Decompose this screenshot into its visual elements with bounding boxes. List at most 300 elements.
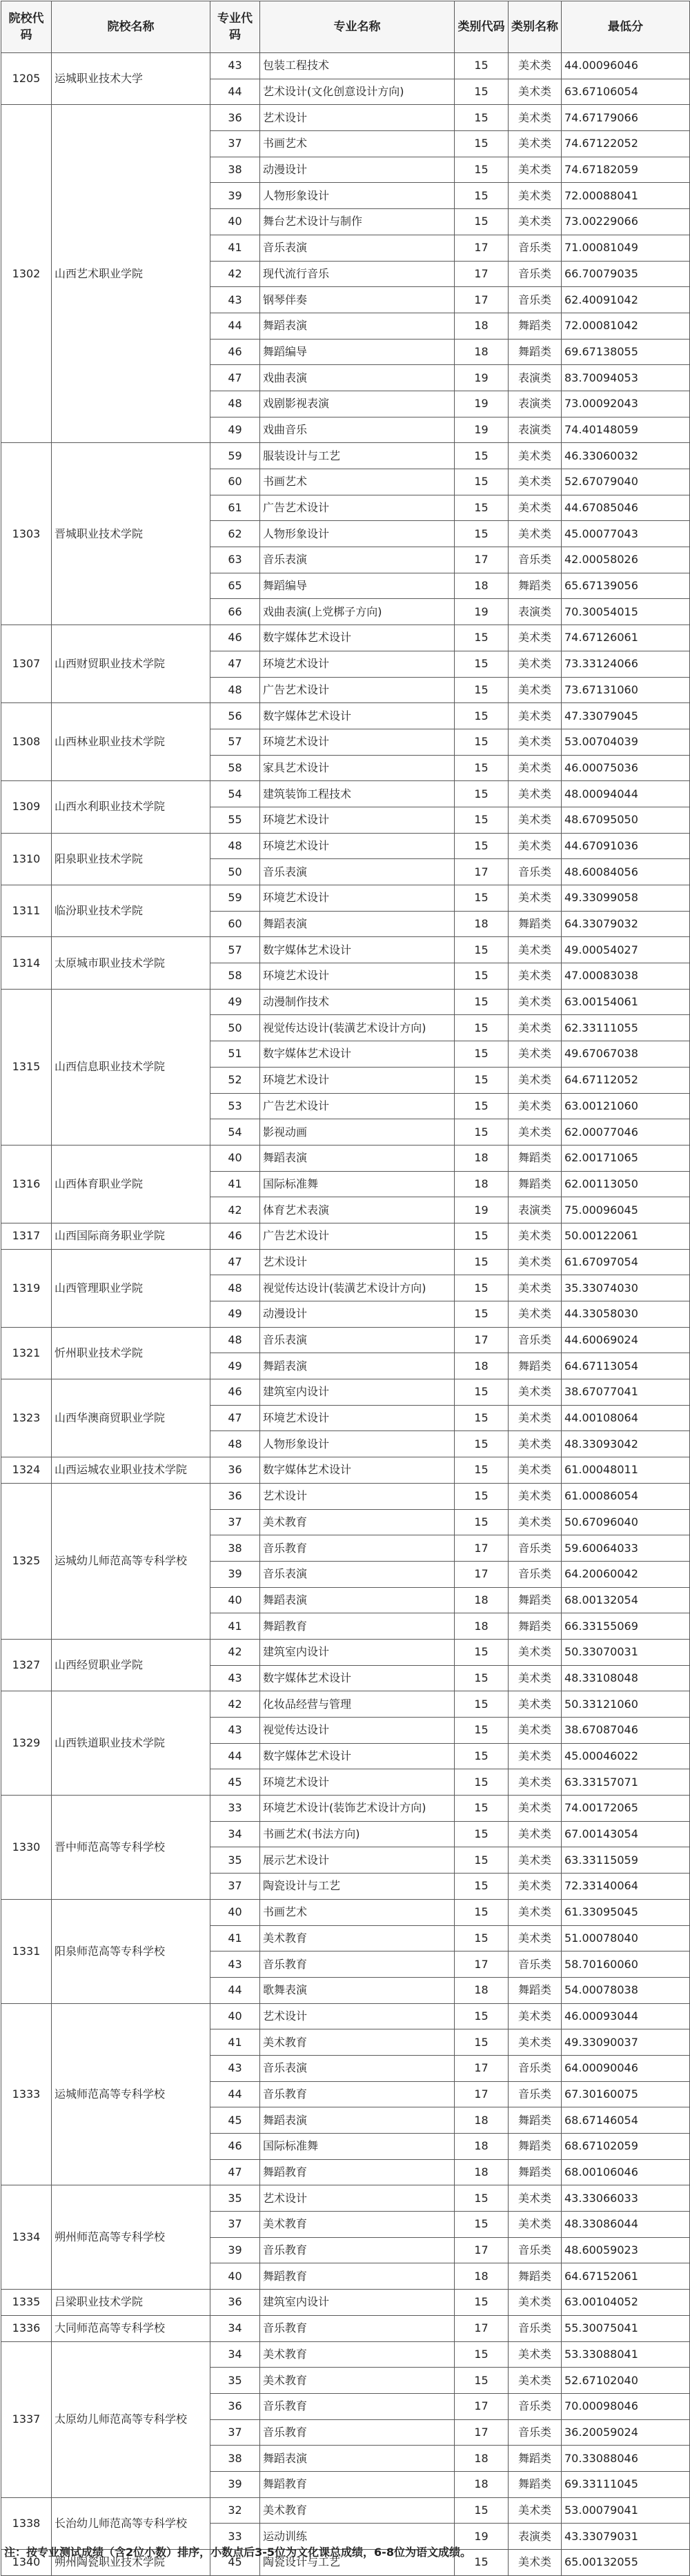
major-code-cell: 45: [210, 2107, 260, 2134]
major-code-cell: 41: [210, 2029, 260, 2056]
category-code-cell: 15: [455, 1743, 509, 1769]
category-code-cell: 19: [455, 417, 509, 443]
category-code-cell: 18: [455, 1977, 509, 2003]
major-code-cell: 35: [210, 2185, 260, 2212]
major-name-cell: 动漫设计: [260, 157, 455, 183]
header-major-name: 专业名称: [260, 1, 455, 53]
major-code-cell: 48: [210, 1431, 260, 1457]
major-name-cell: 人物形象设计: [260, 1431, 455, 1457]
category-name-cell: 美术类: [509, 157, 562, 183]
category-name-cell: 音乐类: [509, 2081, 562, 2107]
min-score-cell: 62.00077046: [562, 1119, 690, 1146]
category-code-cell: 15: [455, 2290, 509, 2316]
major-name-cell: 音乐教育: [260, 2393, 455, 2419]
major-name-cell: 陶瓷设计与工艺: [260, 2550, 455, 2576]
major-name-cell: 现代流行音乐: [260, 261, 455, 287]
major-code-cell: 57: [210, 937, 260, 963]
category-code-cell: 15: [455, 703, 509, 729]
major-code-cell: 42: [210, 1197, 260, 1223]
major-code-cell: 41: [210, 1925, 260, 1951]
category-name-cell: 美术类: [509, 1639, 562, 1665]
major-name-cell: 音乐表演: [260, 547, 455, 573]
category-name-cell: 舞蹈类: [509, 2263, 562, 2290]
major-name-cell: 舞蹈编导: [260, 339, 455, 365]
major-name-cell: 国际标准舞: [260, 1171, 455, 1197]
major-name-cell: 艺术设计: [260, 2185, 455, 2212]
major-code-cell: 46: [210, 339, 260, 365]
min-score-cell: 64.00090046: [562, 2055, 690, 2081]
min-score-cell: 72.33140064: [562, 1874, 690, 1900]
category-code-cell: 18: [455, 1613, 509, 1640]
category-name-cell: 美术类: [509, 755, 562, 781]
major-code-cell: 48: [210, 833, 260, 859]
category-code-cell: 15: [455, 1899, 509, 1925]
major-code-cell: 65: [210, 573, 260, 599]
min-score-cell: 74.40148059: [562, 417, 690, 443]
category-name-cell: 音乐类: [509, 547, 562, 573]
min-score-cell: 68.00132054: [562, 1587, 690, 1613]
category-code-cell: 15: [455, 2185, 509, 2212]
major-code-cell: 37: [210, 2212, 260, 2238]
category-name-cell: 音乐类: [509, 2393, 562, 2419]
min-score-cell: 38.67087046: [562, 1718, 690, 1744]
school-code-cell: 1331: [1, 1899, 52, 2003]
major-code-cell: 49: [210, 989, 260, 1015]
major-code-cell: 46: [210, 1223, 260, 1249]
category-code-cell: 17: [455, 1951, 509, 1978]
category-code-cell: 17: [455, 2393, 509, 2419]
major-name-cell: 舞台艺术设计与制作: [260, 209, 455, 235]
major-code-cell: 44: [210, 1977, 260, 2003]
major-code-cell: 49: [210, 1353, 260, 1379]
category-code-cell: 18: [455, 2446, 509, 2472]
major-name-cell: 环境艺术设计(装饰艺术设计方向): [260, 1796, 455, 1822]
major-name-cell: 环境艺术设计: [260, 1067, 455, 1093]
header-major-code: 专业代码: [210, 1, 260, 53]
school-code-cell: 1307: [1, 625, 52, 703]
major-code-cell: 48: [210, 1275, 260, 1301]
category-code-cell: 15: [455, 1821, 509, 1847]
category-name-cell: 美术类: [509, 469, 562, 495]
min-score-cell: 67.30160075: [562, 2081, 690, 2107]
major-code-cell: 43: [210, 1665, 260, 1691]
category-code-cell: 15: [455, 443, 509, 469]
major-code-cell: 43: [210, 1718, 260, 1744]
major-name-cell: 美术教育: [260, 2368, 455, 2394]
min-score-cell: 51.00078040: [562, 1925, 690, 1951]
category-code-cell: 15: [455, 79, 509, 105]
major-name-cell: 环境艺术设计: [260, 1769, 455, 1796]
min-score-cell: 68.67146054: [562, 2107, 690, 2134]
major-name-cell: 环境艺术设计: [260, 963, 455, 990]
min-score-cell: 63.33115059: [562, 1847, 690, 1874]
school-name-cell: 阳泉职业技术学院: [52, 833, 210, 885]
category-code-cell: 15: [455, 495, 509, 521]
min-score-cell: 59.60064033: [562, 1535, 690, 1562]
major-code-cell: 51: [210, 1041, 260, 1068]
major-name-cell: 艺术设计: [260, 105, 455, 131]
table-row: [1, 2290, 690, 2316]
major-name-cell: 音乐表演: [260, 2055, 455, 2081]
table-row: [1, 2497, 690, 2524]
major-code-cell: 34: [210, 2341, 260, 2368]
major-name-cell: 环境艺术设计: [260, 729, 455, 755]
category-name-cell: 美术类: [509, 105, 562, 131]
major-code-cell: 46: [210, 2134, 260, 2160]
min-score-cell: 69.67138055: [562, 339, 690, 365]
min-score-cell: 50.33121060: [562, 1691, 690, 1718]
category-code-cell: 19: [455, 2524, 509, 2550]
category-name-cell: 美术类: [509, 1718, 562, 1744]
category-name-cell: 美术类: [509, 1223, 562, 1249]
min-score-cell: 45.00046022: [562, 1743, 690, 1769]
major-code-cell: 39: [210, 183, 260, 209]
min-score-cell: 48.33108048: [562, 1665, 690, 1691]
min-score-cell: 73.00092043: [562, 391, 690, 417]
category-name-cell: 美术类: [509, 1119, 562, 1146]
category-name-cell: 舞蹈类: [509, 2107, 562, 2134]
major-name-cell: 音乐表演: [260, 859, 455, 885]
school-name-cell: 山西经贸职业学院: [52, 1639, 210, 1691]
major-name-cell: 美术教育: [260, 1509, 455, 1535]
category-code-cell: 15: [455, 1041, 509, 1068]
major-name-cell: 音乐教育: [260, 2081, 455, 2107]
category-name-cell: 美术类: [509, 2029, 562, 2056]
category-name-cell: 美术类: [509, 1301, 562, 1328]
major-code-cell: 54: [210, 1119, 260, 1146]
category-code-cell: 18: [455, 1145, 509, 1171]
major-name-cell: 音乐表演: [260, 235, 455, 261]
major-name-cell: 数字媒体艺术设计: [260, 1665, 455, 1691]
footnote: 注：按专业测试成绩（含2位小数）排序，小数点后3-5位为文化课总成绩，6-8位为语文成绩。: [4, 2546, 471, 2559]
min-score-cell: 73.00229066: [562, 209, 690, 235]
major-code-cell: 56: [210, 703, 260, 729]
category-name-cell: 舞蹈类: [509, 1613, 562, 1640]
table-row: [1, 1691, 690, 1718]
min-score-cell: 36.20059024: [562, 2419, 690, 2446]
major-name-cell: 视觉传达设计(装潢艺术设计方向): [260, 1015, 455, 1041]
school-name-cell: 运城幼儿师范高等专科学校: [52, 1483, 210, 1639]
category-code-cell: 17: [455, 2055, 509, 2081]
major-code-cell: 44: [210, 1743, 260, 1769]
table-row: [1, 443, 690, 469]
major-name-cell: 书画艺术(书法方向): [260, 1821, 455, 1847]
major-code-cell: 63: [210, 547, 260, 573]
min-score-cell: 38.67077041: [562, 1379, 690, 1406]
school-name-cell: 山西体育职业学院: [52, 1145, 210, 1223]
min-score-cell: 61.00048011: [562, 1457, 690, 1484]
school-code-cell: 1311: [1, 885, 52, 937]
category-name-cell: 美术类: [509, 651, 562, 677]
min-score-cell: 49.00054027: [562, 937, 690, 963]
category-name-cell: 美术类: [509, 2290, 562, 2316]
min-score-cell: 45.00077043: [562, 521, 690, 547]
major-code-cell: 66: [210, 599, 260, 625]
major-name-cell: 环境艺术设计: [260, 807, 455, 833]
major-code-cell: 59: [210, 885, 260, 912]
major-code-cell: 46: [210, 625, 260, 651]
min-score-cell: 48.33093042: [562, 1431, 690, 1457]
major-code-cell: 42: [210, 1639, 260, 1665]
major-name-cell: 音乐教育: [260, 2237, 455, 2263]
category-name-cell: 美术类: [509, 1509, 562, 1535]
category-code-cell: 15: [455, 131, 509, 157]
min-score-cell: 64.33079032: [562, 911, 690, 937]
category-name-cell: 音乐类: [509, 1561, 562, 1587]
category-code-cell: 18: [455, 2471, 509, 2497]
category-name-cell: 美术类: [509, 1093, 562, 1119]
major-name-cell: 环境艺术设计: [260, 651, 455, 677]
category-name-cell: 美术类: [509, 1847, 562, 1874]
category-name-cell: 美术类: [509, 1769, 562, 1796]
min-score-cell: 50.33070031: [562, 1639, 690, 1665]
school-code-cell: 1329: [1, 1691, 52, 1796]
table-row: [1, 2185, 690, 2212]
major-code-cell: 58: [210, 963, 260, 990]
min-score-cell: 44.33058030: [562, 1301, 690, 1328]
category-name-cell: 美术类: [509, 885, 562, 912]
min-score-cell: 49.33090037: [562, 2029, 690, 2056]
min-score-cell: 72.00088041: [562, 183, 690, 209]
major-name-cell: 书画艺术: [260, 469, 455, 495]
major-code-cell: 41: [210, 235, 260, 261]
major-code-cell: 59: [210, 443, 260, 469]
major-code-cell: 39: [210, 1561, 260, 1587]
category-code-cell: 15: [455, 1665, 509, 1691]
category-name-cell: 音乐类: [509, 1535, 562, 1562]
major-name-cell: 广告艺术设计: [260, 1223, 455, 1249]
major-code-cell: 43: [210, 2055, 260, 2081]
category-name-cell: 美术类: [509, 1483, 562, 1509]
category-name-cell: 美术类: [509, 2368, 562, 2394]
major-name-cell: 影视动画: [260, 1119, 455, 1146]
category-name-cell: 美术类: [509, 1379, 562, 1406]
category-name-cell: 音乐类: [509, 235, 562, 261]
category-code-cell: 18: [455, 339, 509, 365]
category-name-cell: 音乐类: [509, 2237, 562, 2263]
min-score-cell: 68.00106046: [562, 2159, 690, 2185]
category-code-cell: 15: [455, 1223, 509, 1249]
major-name-cell: 戏曲音乐: [260, 417, 455, 443]
school-code-cell: 1334: [1, 2185, 52, 2290]
school-name-cell: 吕梁职业技术学院: [52, 2290, 210, 2316]
min-score-cell: 64.67112052: [562, 1067, 690, 1093]
school-name-cell: 山西信息职业技术学院: [52, 989, 210, 1145]
min-score-cell: 54.00078038: [562, 1977, 690, 2003]
major-name-cell: 数字媒体艺术设计: [260, 703, 455, 729]
min-score-cell: 53.00079041: [562, 2497, 690, 2524]
table-row: [1, 1327, 690, 1353]
major-code-cell: 44: [210, 2081, 260, 2107]
category-code-cell: 15: [455, 1639, 509, 1665]
major-name-cell: 舞蹈编导: [260, 573, 455, 599]
category-code-cell: 15: [455, 1483, 509, 1509]
category-code-cell: 15: [455, 1015, 509, 1041]
min-score-cell: 73.33124066: [562, 651, 690, 677]
major-name-cell: 数字媒体艺术设计: [260, 1041, 455, 1068]
category-code-cell: 15: [455, 1796, 509, 1822]
category-code-cell: 18: [455, 573, 509, 599]
category-name-cell: 舞蹈类: [509, 313, 562, 339]
major-name-cell: 数字媒体艺术设计: [260, 625, 455, 651]
category-code-cell: 15: [455, 2497, 509, 2524]
major-code-cell: 42: [210, 261, 260, 287]
major-code-cell: 34: [210, 2315, 260, 2341]
min-score-cell: 70.00098046: [562, 2393, 690, 2419]
major-name-cell: 化妆品经营与管理: [260, 1691, 455, 1718]
category-name-cell: 美术类: [509, 79, 562, 105]
category-name-cell: 美术类: [509, 833, 562, 859]
table-body: [1, 53, 690, 2576]
table-row: [1, 1457, 690, 1484]
min-score-cell: 61.33095045: [562, 1899, 690, 1925]
min-score-cell: 61.00086054: [562, 1483, 690, 1509]
category-name-cell: 美术类: [509, 521, 562, 547]
category-name-cell: 音乐类: [509, 1327, 562, 1353]
school-code-cell: 1319: [1, 1249, 52, 1327]
category-name-cell: 美术类: [509, 677, 562, 703]
min-score-cell: 64.67152061: [562, 2263, 690, 2290]
major-code-cell: 40: [210, 2263, 260, 2290]
min-score-cell: 47.00083038: [562, 963, 690, 990]
major-code-cell: 50: [210, 859, 260, 885]
category-code-cell: 17: [455, 235, 509, 261]
header-school-code: 院校代码: [1, 1, 52, 53]
school-name-cell: 山西国际商务职业学院: [52, 1223, 210, 1249]
major-name-cell: 体育艺术表演: [260, 1197, 455, 1223]
min-score-cell: 52.67079040: [562, 469, 690, 495]
major-name-cell: 舞蹈教育: [260, 2263, 455, 2290]
major-name-cell: 美术教育: [260, 2497, 455, 2524]
school-code-cell: 1323: [1, 1379, 52, 1457]
min-score-cell: 70.33088046: [562, 2446, 690, 2472]
school-name-cell: 山西财贸职业技术学院: [52, 625, 210, 703]
major-code-cell: 43: [210, 287, 260, 313]
major-name-cell: 建筑室内设计: [260, 1639, 455, 1665]
min-score-cell: 73.67131060: [562, 677, 690, 703]
major-code-cell: 33: [210, 1796, 260, 1822]
min-score-cell: 43.33066033: [562, 2185, 690, 2212]
major-name-cell: 书画艺术: [260, 131, 455, 157]
category-code-cell: 15: [455, 937, 509, 963]
major-code-cell: 40: [210, 1899, 260, 1925]
school-name-cell: 太原城市职业技术学院: [52, 937, 210, 989]
school-name-cell: 运城职业技术大学: [52, 53, 210, 105]
min-score-cell: 44.00096046: [562, 53, 690, 79]
major-name-cell: 数字媒体艺术设计: [260, 937, 455, 963]
category-code-cell: 17: [455, 261, 509, 287]
min-score-cell: 61.67097054: [562, 1249, 690, 1275]
major-name-cell: 运动训练: [260, 2524, 455, 2550]
major-code-cell: 41: [210, 1613, 260, 1640]
category-name-cell: 音乐类: [509, 2055, 562, 2081]
min-score-cell: 63.33157071: [562, 1769, 690, 1796]
school-name-cell: 忻州职业技术学院: [52, 1327, 210, 1379]
major-name-cell: 美术教育: [260, 2212, 455, 2238]
school-name-cell: 朔州师范高等专科学校: [52, 2185, 210, 2290]
category-name-cell: 舞蹈类: [509, 339, 562, 365]
category-code-cell: 15: [455, 781, 509, 807]
min-score-cell: 48.33086044: [562, 2212, 690, 2238]
school-code-cell: 1309: [1, 781, 52, 833]
category-code-cell: 15: [455, 963, 509, 990]
min-score-cell: 46.00075036: [562, 755, 690, 781]
category-code-cell: 15: [455, 209, 509, 235]
category-name-cell: 美术类: [509, 1899, 562, 1925]
school-code-cell: 1337: [1, 2341, 52, 2497]
major-code-cell: 39: [210, 2471, 260, 2497]
category-code-cell: 15: [455, 1301, 509, 1328]
category-name-cell: 美术类: [509, 625, 562, 651]
category-code-cell: 17: [455, 2081, 509, 2107]
major-name-cell: 广告艺术设计: [260, 677, 455, 703]
category-code-cell: 18: [455, 2159, 509, 2185]
category-code-cell: 15: [455, 2341, 509, 2368]
category-code-cell: 15: [455, 1379, 509, 1406]
category-name-cell: 美术类: [509, 1431, 562, 1457]
school-code-cell: 1327: [1, 1639, 52, 1691]
table-row: [1, 105, 690, 131]
category-name-cell: 美术类: [509, 495, 562, 521]
header-category-name: 类别名称: [509, 1, 562, 53]
table-row: [1, 1145, 690, 1171]
min-score-cell: 62.40091042: [562, 287, 690, 313]
category-name-cell: 美术类: [509, 729, 562, 755]
category-code-cell: 15: [455, 2368, 509, 2394]
table-row: [1, 2341, 690, 2368]
category-code-cell: 15: [455, 1457, 509, 1484]
school-code-cell: 1315: [1, 989, 52, 1145]
table-row: [1, 989, 690, 1015]
school-name-cell: 大同师范高等专科学校: [52, 2315, 210, 2341]
category-code-cell: 15: [455, 1093, 509, 1119]
category-name-cell: 舞蹈类: [509, 1145, 562, 1171]
min-score-cell: 69.33111045: [562, 2471, 690, 2497]
major-code-cell: 48: [210, 1327, 260, 1353]
major-name-cell: 广告艺术设计: [260, 495, 455, 521]
major-code-cell: 47: [210, 365, 260, 391]
category-code-cell: 15: [455, 1847, 509, 1874]
table-row: [1, 625, 690, 651]
category-name-cell: 舞蹈类: [509, 2471, 562, 2497]
category-name-cell: 美术类: [509, 989, 562, 1015]
category-code-cell: 15: [455, 885, 509, 912]
category-code-cell: 15: [455, 521, 509, 547]
major-name-cell: 建筑装饰工程技术: [260, 781, 455, 807]
category-name-cell: 舞蹈类: [509, 2134, 562, 2160]
category-code-cell: 15: [455, 1067, 509, 1093]
category-name-cell: 美术类: [509, 1925, 562, 1951]
category-code-cell: 17: [455, 1327, 509, 1353]
major-code-cell: 35: [210, 1847, 260, 1874]
min-score-cell: 62.00171065: [562, 1145, 690, 1171]
min-score-cell: 83.70094053: [562, 365, 690, 391]
major-name-cell: 环境艺术设计: [260, 1405, 455, 1431]
category-code-cell: 17: [455, 1561, 509, 1587]
major-name-cell: 音乐教育: [260, 1951, 455, 1978]
major-name-cell: 歌舞表演: [260, 1977, 455, 2003]
category-code-cell: 17: [455, 287, 509, 313]
min-score-cell: 74.00172065: [562, 1796, 690, 1822]
major-code-cell: 49: [210, 1301, 260, 1328]
category-code-cell: 17: [455, 547, 509, 573]
major-code-cell: 38: [210, 1535, 260, 1562]
major-code-cell: 43: [210, 1951, 260, 1978]
min-score-cell: 68.67102059: [562, 2134, 690, 2160]
major-name-cell: 人物形象设计: [260, 183, 455, 209]
major-name-cell: 舞蹈教育: [260, 2159, 455, 2185]
school-code-cell: 1338: [1, 2497, 52, 2549]
